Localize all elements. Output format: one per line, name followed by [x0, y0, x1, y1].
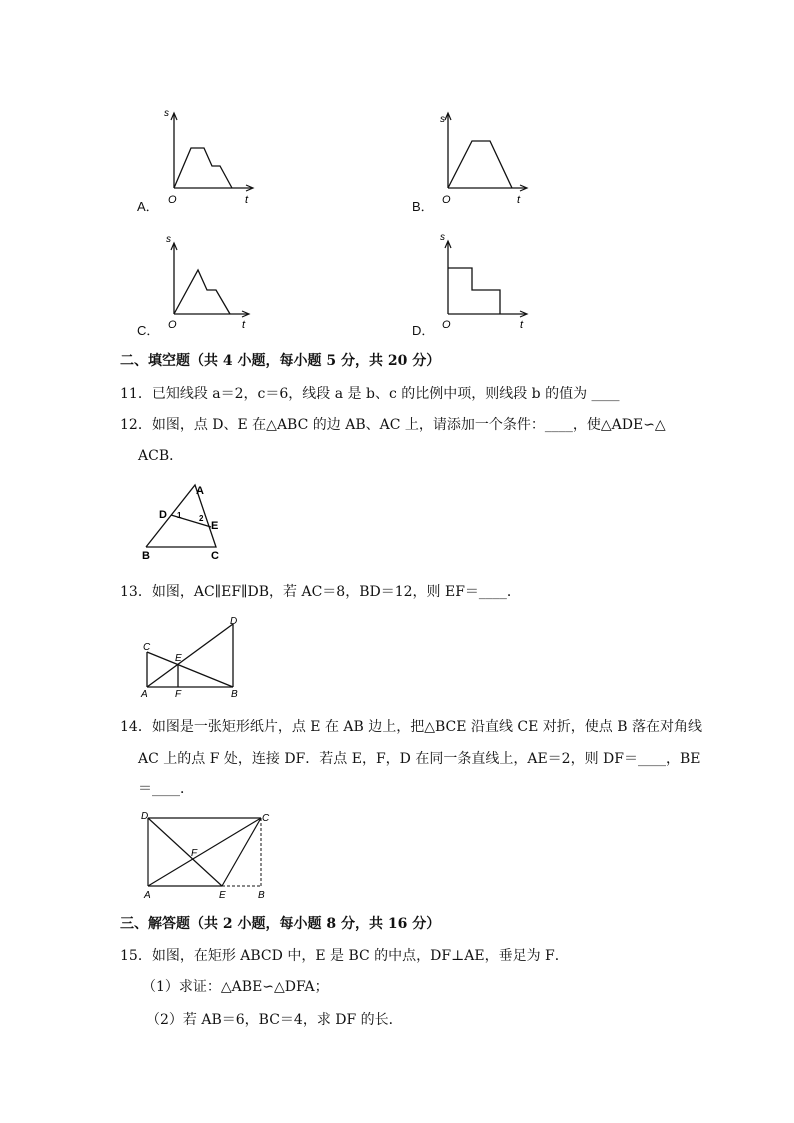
q14-line2: AC 上的点 F 处，连接 DF．若点 E，F，D 在同一条直线上，AE＝2，则 DF＝____，BE: [138, 751, 701, 767]
q13-number: 13．: [120, 584, 152, 600]
q14-number: 14．: [120, 719, 152, 735]
q14-label-c: C: [262, 813, 270, 824]
q12-line2: ACB．: [138, 448, 184, 464]
q12-label-d: D: [159, 509, 167, 521]
q13: [120, 583, 521, 601]
section3-heading: 三、解答题（共 2 小题，每小题 8 分，共 16 分）: [120, 916, 441, 932]
q12-line1: [120, 416, 666, 434]
q15-text: 如图，在矩形 ABCD 中，E 是 BC 的中点，DF⊥AE，垂足为 F．: [151, 948, 569, 964]
option-label-b: B．: [412, 199, 434, 214]
q15-part2: （2）若 AB＝6，BC＝4，求 DF 的长．: [146, 1012, 403, 1028]
q15: [120, 947, 569, 965]
q13-label-f: F: [175, 689, 182, 700]
section2-heading: 二、填空题（共 4 小题，每小题 5 分，共 20 分）: [120, 353, 441, 369]
q13-label-d: D: [230, 616, 238, 627]
graph-b-curve: [448, 141, 512, 188]
q12-number: 12．: [120, 417, 152, 433]
graph-c-o: O: [168, 319, 177, 331]
graph-d-t: t: [520, 319, 524, 331]
graph-a-curve: [174, 148, 232, 188]
q12-label-b: B: [142, 550, 150, 562]
q13-label-b: B: [231, 689, 238, 700]
graph-c-curve: [174, 270, 230, 314]
option-label-a: A．: [137, 199, 159, 214]
q14-label-e: E: [219, 890, 226, 901]
graph-d-s: s: [440, 232, 445, 243]
q13-text: 如图，AC∥EF∥DB，若 AC＝8，BD＝12，则 EF＝____．: [151, 584, 521, 600]
graph-c-t: t: [242, 319, 246, 331]
graph-b-o: O: [442, 194, 451, 206]
q12-figure: [138, 480, 238, 570]
q14-label-d: D: [141, 811, 149, 822]
q11-number: 11．: [120, 386, 152, 402]
graph-d-o: O: [442, 319, 451, 331]
q11-text: 已知线段 a＝2，c＝6，线段 a 是 b、c 的比例中项，则线段 b 的值为 ____: [151, 386, 620, 402]
q12-text: 如图，点 D、E 在△ABC 的边 AB、AC 上，请添加一个条件：____，使△ADE∽△: [151, 417, 666, 433]
graph-c: [160, 232, 260, 332]
graph-b-t: t: [517, 194, 521, 206]
graph-b: [434, 108, 534, 208]
q12-label-e: E: [211, 520, 219, 532]
graph-a-t: t: [245, 194, 249, 206]
q14-label-f: F: [191, 848, 198, 859]
q14-label-b: B: [258, 890, 265, 901]
q12-angle-2: 2: [199, 514, 204, 523]
graph-d-curve: [448, 268, 500, 314]
q12-label-a: A: [196, 485, 204, 497]
q14-text-1: 如图是一张矩形纸片，点 E 在 AB 边上，把△BCE 沿直线 CE 对折，使点 B 落在对角线: [151, 719, 702, 735]
graph-d: [434, 232, 534, 332]
graph-a: [160, 108, 260, 208]
q13-label-c: C: [143, 642, 151, 653]
q12-label-c: C: [211, 550, 219, 562]
q14-line3: ＝____．: [138, 781, 194, 797]
graph-a-o: O: [168, 194, 177, 206]
option-label-c: C．: [137, 323, 160, 338]
q15-part1: （1）求证：△ABE∽△DFA；: [142, 979, 329, 995]
q14-label-a: A: [144, 890, 151, 901]
graph-c-s: s: [166, 234, 171, 245]
q12-angle-1: 1: [177, 511, 182, 520]
q14-line1: [120, 718, 702, 736]
q11: [120, 385, 620, 403]
q13-label-e: E: [175, 653, 182, 664]
graph-b-s: s: [440, 114, 445, 125]
q13-label-a: A: [141, 689, 148, 700]
graph-a-s: s: [164, 108, 169, 119]
q15-number: 15．: [120, 948, 152, 964]
q13-figure: [138, 612, 248, 702]
option-label-d: D．: [412, 323, 435, 338]
q14-figure: [138, 810, 278, 905]
